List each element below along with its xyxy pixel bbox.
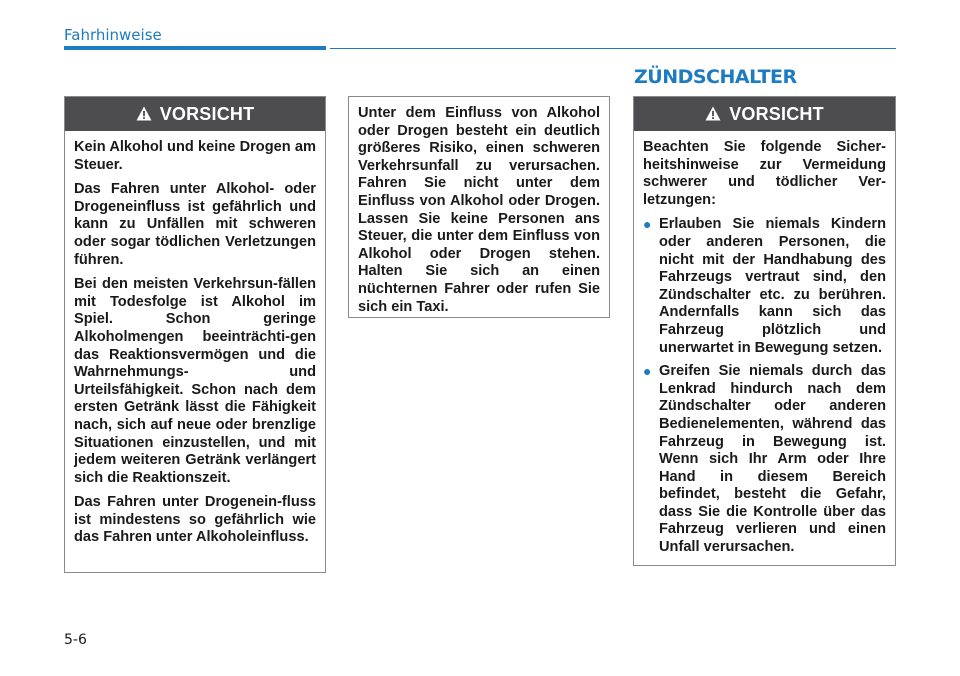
caution-paragraph: Unter dem Einfluss von Alkohol oder Drogen besteht ein deutlich größeres Risiko, einen schweren Verkehrsunfall zu verursachen. Fahren Sie nicht unter dem Einfluss von Alkohol oder Drogen. Lassen Sie keine Personen ans Steuer, die unter dem Einfluss von Alkohol oder Drogen stehen. Halten Sie sich an einen nüchternen Fahrer oder rufen Sie sich ein Taxi. bbox=[358, 105, 600, 315]
caution-title: VORSICHT bbox=[159, 103, 255, 124]
page-number: 5-6 bbox=[64, 632, 87, 648]
caution-paragraph: Bei den meisten Verkehrsun-fällen mit Todesfolge ist Alkohol im Spiel. Schon geringe Alkoholmengen beeinträchti-gen das Reaktionsvermögen und die Wahrnehmungs- und Urteilsfähigkeit. Schon nach dem ersten Getränk lässt die Fähigkeit nach, sich auf neue oder brenzlige Situationen einzustellen, und mit jedem weiteren Getränk verlängert sich die Reaktionszeit. bbox=[74, 276, 316, 486]
header-rule-thin bbox=[330, 48, 896, 49]
list-item-text: Greifen Sie niemals durch das Lenkrad hindurch nach dem Zündschalter oder anderen Bedienelementen, während das Fahrzeug in Bewegung ist. Wenn sich Ihr Arm oder Ihre Hand in diesem Bereich befindet, besteht die Gefahr, dass Sie die Kontrolle über das Fahrzeug verlieren und einen Unfall verursachen. bbox=[659, 363, 886, 556]
header-rule-thick bbox=[64, 46, 326, 50]
caution-body bbox=[634, 131, 895, 557]
list-item-text: Erlauben Sie niemals Kindern oder anderen Personen, die nicht mit der Handhabung des Fahrzeugs vertraut sind, den Zündschalter etc. zu berühren. Andernfalls kann sich das Fahrzeug plötzlich und unerwartet in Bewegung setzen. bbox=[659, 216, 886, 356]
chapter-title: ZÜNDSCHALTER bbox=[634, 66, 797, 88]
warning-triangle-icon bbox=[705, 106, 721, 121]
caution-paragraph: Das Fahren unter Alkohol- oder Drogeneinfluss ist gefährlich und kann zu Unfällen mit schweren oder sogar tödlichen Verletzungen führen. bbox=[74, 181, 316, 268]
caution-paragraph: Das Fahren unter Drogenein-fluss ist mindestens so gefährlich wie das Fahren unter Alkoholeinfluss. bbox=[74, 494, 316, 546]
bullet-icon: ● bbox=[643, 363, 652, 380]
warning-triangle-icon bbox=[136, 106, 152, 121]
bullet-icon: ● bbox=[643, 216, 652, 233]
caution-box-right bbox=[633, 96, 896, 566]
caution-box-left bbox=[64, 96, 326, 573]
list-item bbox=[643, 363, 886, 557]
caution-paragraph: Kein Alkohol und keine Drogen am Steuer. bbox=[74, 139, 316, 173]
caution-box-continued bbox=[348, 96, 610, 318]
caution-body bbox=[65, 131, 325, 547]
caution-box-header bbox=[65, 97, 325, 131]
list-item bbox=[643, 216, 886, 357]
caution-body bbox=[349, 97, 609, 316]
caution-title: VORSICHT bbox=[729, 103, 824, 124]
caution-box-header bbox=[634, 97, 895, 131]
section-title: Fahrhinweise bbox=[64, 26, 162, 44]
caution-intro: Beachten Sie folgende Sicher-heitshinweise zur Vermeidung schwerer und tödlicher Ver-letzungen: bbox=[643, 139, 886, 208]
